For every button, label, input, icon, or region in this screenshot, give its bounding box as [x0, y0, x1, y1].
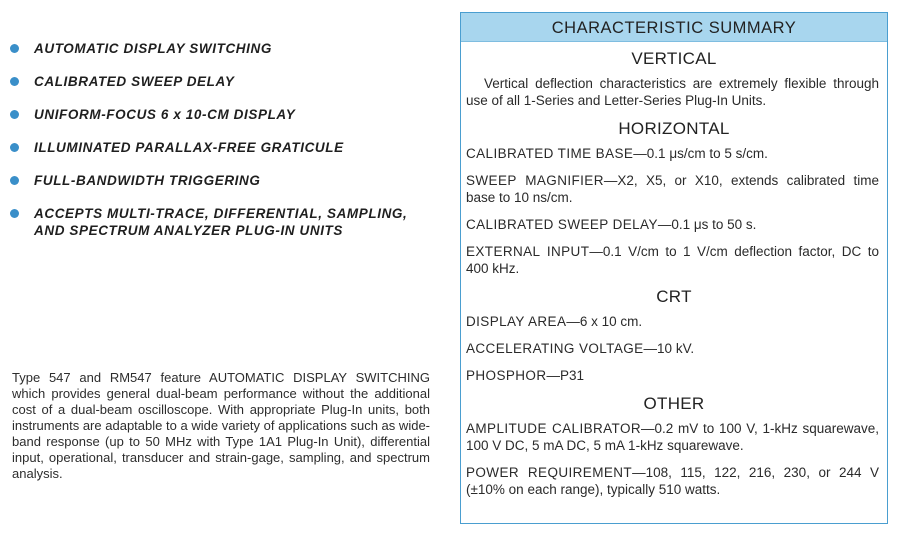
spec-item — [461, 216, 887, 233]
spec-value: —10 kV. — [643, 341, 695, 356]
feature-item — [0, 205, 440, 239]
spec-item — [461, 243, 887, 277]
spec-term: CALIBRATED SWEEP DELAY — [466, 217, 658, 232]
spec-term: DISPLAY AREA — [466, 314, 567, 329]
spec-term: ACCELERATING VOLTAGE — [466, 341, 644, 356]
feature-item — [0, 73, 440, 90]
feature-item — [0, 106, 440, 123]
feature-item — [0, 40, 440, 57]
section-heading-crt: CRT — [656, 287, 692, 306]
spec-value: —108, 115, 122, 216, 230, or 244 V (±10% on each range), typically 510 watts. — [466, 465, 879, 497]
section-heading-vertical: VERTICAL — [631, 49, 717, 68]
bullet-icon — [10, 143, 19, 152]
feature-item — [0, 172, 440, 189]
spec-item — [461, 464, 887, 498]
feature-text: UNIFORM-FOCUS 6 x 10-CM DISPLAY — [34, 107, 296, 122]
spec-value: —0.1 V/cm to 1 V/cm deflection factor, DC to 400 kHz. — [466, 244, 880, 276]
description-paragraph: Type 547 and RM547 feature AUTOMATIC DISPLAY SWITCHING which provides general dual-beam performance without the additional cost of a dual-beam oscilloscope. With appropriate Plug-In units, both instruments are adaptable to a wide variety of applications such as wide-band response (up to 50 MHz with Type 1A1 Plug-In Unit), differential input, operational, transducer and strain-gage, sampling, and spectrum analysis. — [12, 370, 430, 481]
spec-value: —6 x 10 cm. — [566, 314, 643, 329]
spec-item — [461, 340, 887, 357]
spec-term: AMPLITUDE CALIBRATOR — [466, 421, 642, 436]
spec-term: PHOSPHOR — [466, 368, 547, 383]
feature-text: AUTOMATIC DISPLAY SWITCHING — [34, 41, 272, 56]
spec-value: —0.2 mV to 100 V, 1-kHz squarewave, 100 V DC, 5 mA DC, 5 mA 1-kHz squarewave. — [466, 421, 879, 453]
section-heading-other: OTHER — [643, 394, 705, 413]
feature-list — [0, 40, 440, 255]
spec-term: SWEEP MAGNIFIER — [466, 173, 604, 188]
spec-item — [461, 313, 887, 330]
spec-item — [461, 367, 887, 384]
bullet-icon — [10, 209, 19, 218]
spec-term: CALIBRATED TIME BASE — [466, 146, 634, 161]
bullet-icon — [10, 77, 19, 86]
feature-text: FULL-BANDWIDTH TRIGGERING — [34, 173, 261, 188]
feature-item — [0, 139, 440, 156]
spec-term: EXTERNAL INPUT — [466, 244, 590, 259]
spec-value: —0.1 μs/cm to 5 s/cm. — [633, 146, 768, 161]
spec-term: POWER REQUIREMENT — [466, 465, 633, 480]
spec-item — [461, 420, 887, 454]
spec-item — [461, 172, 887, 206]
summary-title: CHARACTERISTIC SUMMARY — [461, 13, 887, 42]
spec-item — [461, 145, 887, 162]
spec-value: —X2, X5, or X10, extends calibrated time base to 10 ns/cm. — [466, 173, 879, 205]
feature-text: ACCEPTS MULTI-TRACE, DIFFERENTIAL, SAMPLING, AND SPECTRUM ANALYZER PLUG-IN UNITS — [34, 206, 408, 238]
spec-value: —0.1 μs to 50 s. — [657, 217, 757, 232]
section-heading-horizontal: HORIZONTAL — [618, 119, 730, 138]
bullet-icon — [10, 176, 19, 185]
feature-text: CALIBRATED SWEEP DELAY — [34, 74, 235, 89]
bullet-icon — [10, 44, 19, 53]
bullet-icon — [10, 110, 19, 119]
spec-value: —P31 — [546, 368, 584, 383]
vertical-description: Vertical deflection characteristics are extremely flexible through use of all 1-Series and Letter-Series Plug-In Units. — [466, 76, 879, 108]
feature-text: ILLUMINATED PARALLAX-FREE GRATICULE — [34, 140, 344, 155]
characteristic-summary-box — [460, 12, 888, 524]
